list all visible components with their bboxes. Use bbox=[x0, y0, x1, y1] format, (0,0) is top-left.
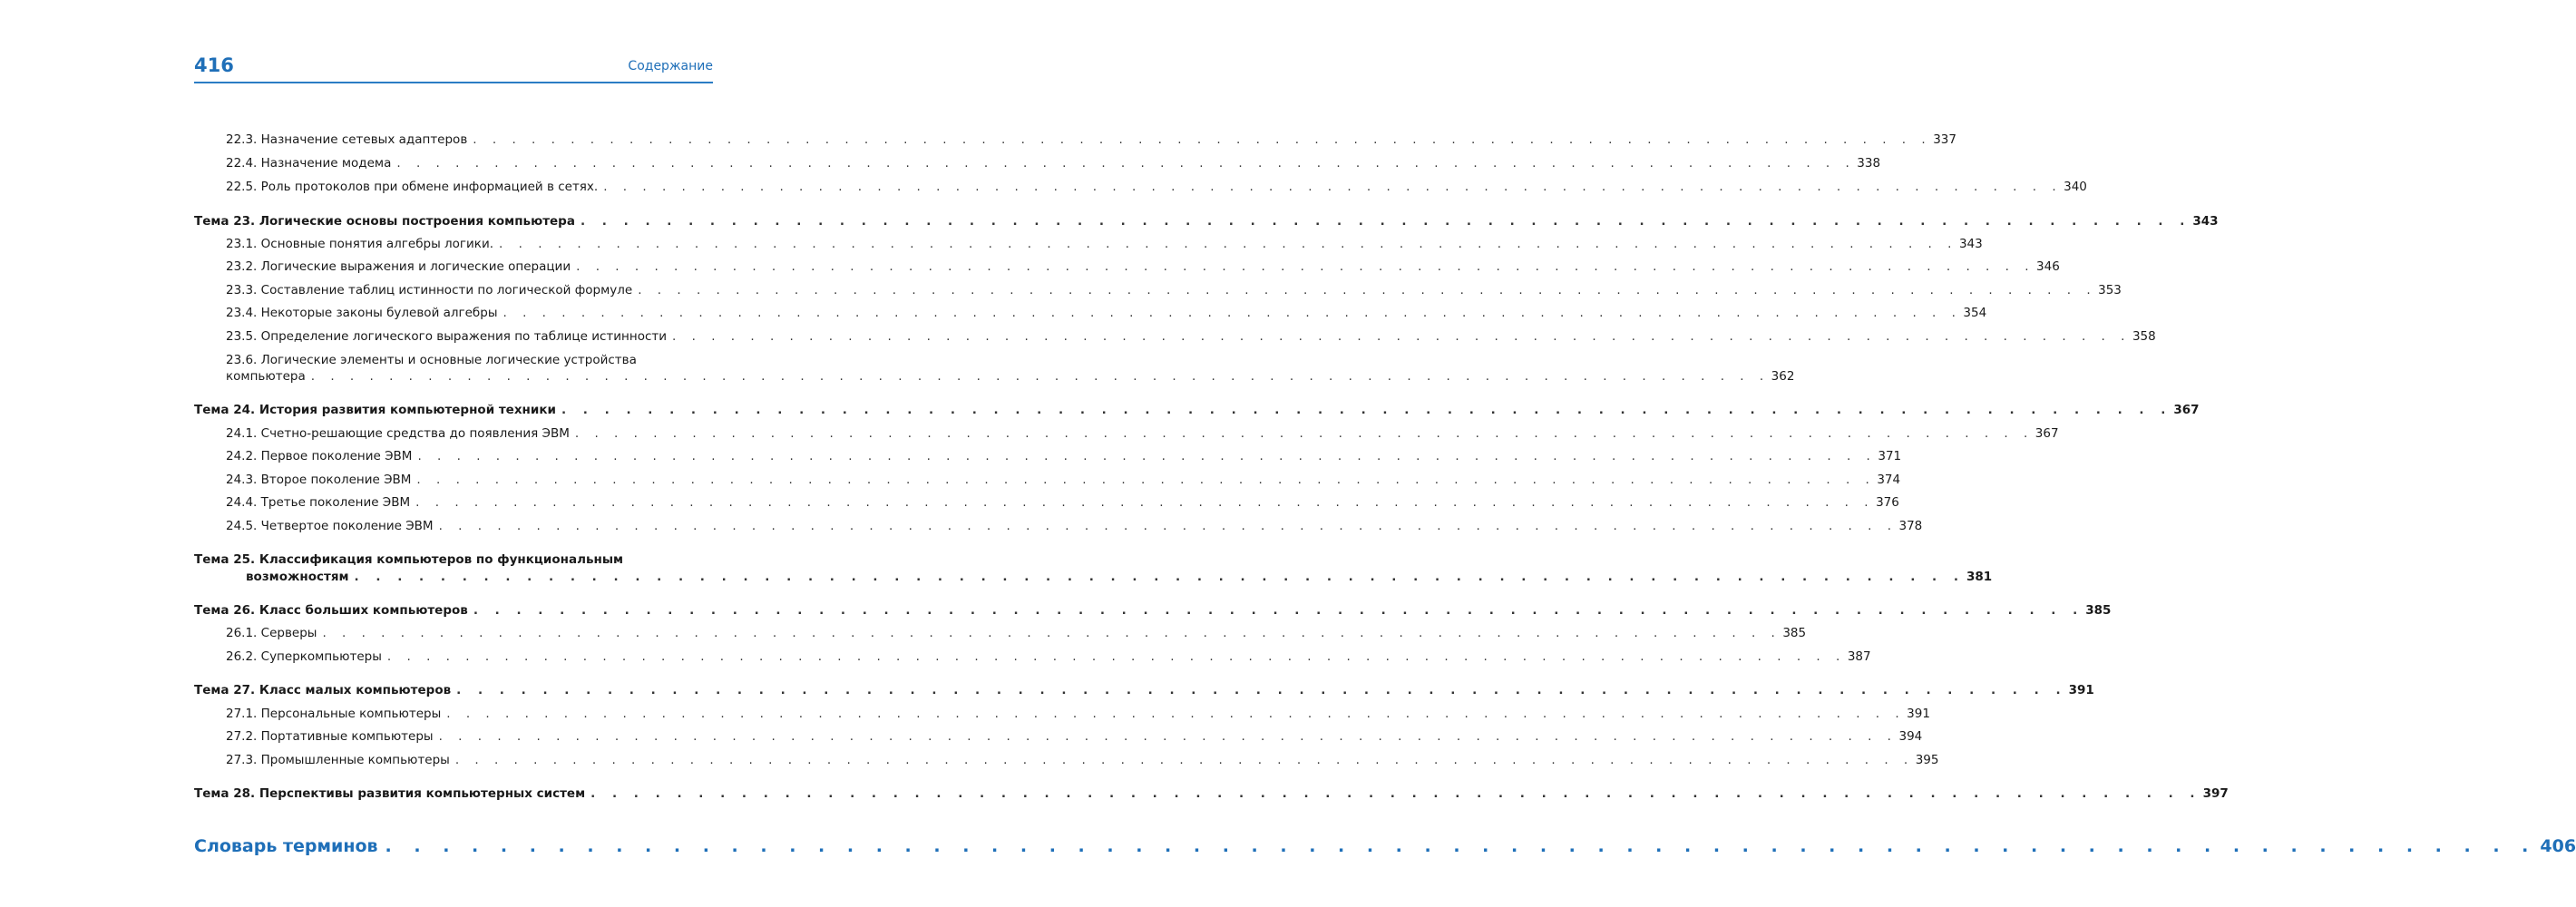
toc-topic-page-number: 343 bbox=[2192, 214, 2219, 229]
dot-leader: . . . . . . . . . . . . . . . . . . . . . . . . . . . . . . . . . . . . . . . . . . . . . . . . . . . . . . . . . . . . . . . . . . . . . . . . . . . bbox=[580, 214, 2191, 229]
toc-subsection[interactable] bbox=[226, 425, 2059, 442]
toc-subsection-page-number: 340 bbox=[2064, 180, 2087, 194]
toc-subsection-page-number: 337 bbox=[1933, 132, 1956, 147]
toc-subsection-label: 24.2. Первое поколение ЭВМ bbox=[226, 449, 413, 463]
toc-subsection[interactable] bbox=[226, 494, 1899, 511]
toc-subsection-page-number: 391 bbox=[1907, 707, 1930, 721]
toc-topic-page-number: 397 bbox=[2202, 786, 2229, 801]
toc-subsection[interactable] bbox=[226, 368, 1795, 385]
toc-subsection-page-number: 371 bbox=[1878, 449, 1902, 463]
toc-topic-label: Тема 24. История развития компьютерной техники bbox=[194, 403, 556, 417]
toc-subsection-page-number: 346 bbox=[2036, 259, 2060, 274]
toc-subsection-page-number: 387 bbox=[1847, 649, 1871, 664]
toc-topic-label: Тема 27. Класс малых компьютеров bbox=[194, 683, 452, 697]
dot-leader: . . . . . . . . . . . . . . . . . . . . . . . . . . . . . . . . . . . . . . . . . . . . . . . . . . . . . . . . . . . . . . . . . . . . . . . . . . . bbox=[310, 369, 1770, 384]
toc-subsection-label: 23.5. Определение логического выражения по таблице истинности bbox=[226, 329, 668, 344]
dot-leader: . . . . . . . . . . . . . . . . . . . . . . . . . . . . . . . . . . . . . . . . . . . . . . . . . . . . . . . . . . . . . . . . . . . . . . . . . . . bbox=[438, 519, 1898, 533]
toc-subsection-page-number: 358 bbox=[2132, 329, 2156, 344]
toc-subsection-page-number: 367 bbox=[2034, 426, 2059, 441]
dot-leader: . . . . . . . . . . . . . . . . . . . . . . . . . . . . . . . . . . . . . . . . . . . . . . . . . . . . . . . . . . . . . . . . . . . . . . . . . . . bbox=[672, 329, 2131, 344]
toc-subsection-label: 22.4. Назначение модема bbox=[226, 156, 392, 171]
toc-glossary[interactable] bbox=[194, 836, 2576, 856]
toc-subsection-page-number: 378 bbox=[1898, 519, 1923, 533]
toc-subsection[interactable] bbox=[226, 518, 1923, 534]
toc-topic[interactable] bbox=[194, 402, 2200, 418]
toc-subsection-page-number: 395 bbox=[1915, 753, 1939, 767]
toc-subsection[interactable] bbox=[226, 328, 2156, 345]
toc-topic[interactable] bbox=[194, 682, 2094, 698]
toc-subsection[interactable] bbox=[226, 258, 2060, 275]
dot-leader: . . . . . . . . . . . . . . . . . . . . . . . . . . . . . . . . . . . . . . . . . . . . . . . . . . . . . . . . . . . . . . . . . . . . . . . . . . . bbox=[561, 403, 2172, 417]
toc-subsection-label: 24.4. Третье поколение ЭВМ bbox=[226, 495, 411, 510]
toc-subsection-first-line[interactable]: 23.6. Логические элементы и основные логические устройства bbox=[226, 353, 637, 367]
toc-subsection-label: 23.1. Основные понятия алгебры логики. bbox=[226, 237, 494, 251]
toc-subsection[interactable] bbox=[226, 155, 1881, 171]
toc-subsection[interactable] bbox=[226, 132, 1956, 148]
page-header bbox=[194, 53, 713, 83]
dot-leader: . . . . . . . . . . . . . . . . . . . . . . . . . . . . . . . . . . . . . . . . . . . . . . . . . . . . . . . . . . . . . . . . . . . . . . . . . . . bbox=[456, 683, 2067, 697]
dot-leader: . . . . . . . . . . . . . . . . . . . . . . . . . . . . . . . . . . . . . . . . . . . . . . . . . . . . . . . . . . . . . . . . . . . . . . . . . . . bbox=[638, 283, 2097, 297]
toc-subsection[interactable] bbox=[226, 282, 2122, 298]
dot-leader: . . . . . . . . . . . . . . . . . . . . . . . . . . . . . . . . . . . . . . . . . . . . . . . . . . . . . . . . . . . . . . . . . . . . . . . . . . . bbox=[438, 729, 1898, 744]
toc-subsection-page-number: 353 bbox=[2098, 283, 2122, 297]
toc-subsection[interactable] bbox=[226, 625, 1807, 641]
dot-leader: . . . . . . . . . . . . . . . . . . . . . . . . . . . . . . . . . . . . . . . . . . . . . . . . . . . . . . . . . . . . . . . . . . . . . . . . . . . bbox=[354, 570, 1965, 584]
toc-subsection[interactable] bbox=[226, 649, 1871, 665]
toc-topic-page-number: 385 bbox=[2085, 603, 2112, 618]
toc-subsection-label: 24.5. Четвертое поколение ЭВМ bbox=[226, 519, 434, 533]
book-page bbox=[194, 53, 2576, 856]
dot-leader: . . . . . . . . . . . . . . . . . . . . . . . . . . . . . . . . . . . . . . . . . . . . . . . . . . . . . . . . . . . . . . . . . . . . . . . . . . . bbox=[473, 132, 1932, 147]
toc-topic-page-number: 367 bbox=[2173, 403, 2200, 417]
glossary-label: Словарь терминов bbox=[194, 836, 378, 856]
toc-subsection-label: 26.1. Серверы bbox=[226, 626, 317, 640]
dot-leader: . . . . . . . . . . . . . . . . . . . . . . . . . . . . . . . . . . . . . . . . . . . . . . . . . . . . . . . . . . . . . . . . . . . . . . . . . . . bbox=[446, 707, 1906, 721]
dot-leader: . . . . . . . . . . . . . . . . . . . . . . . . . . . . . . . . . . . . . . . . . . . . . . . . . . . . . . . . . . . . . . . . . . . . . . . . . . . bbox=[576, 259, 2035, 274]
toc-topic-page-number: 391 bbox=[2068, 683, 2094, 697]
dot-leader: . . . . . . . . . . . . . . . . . . . . . . . . . . . . . . . . . . . . . . . . . . . . . . . . . . . . . . . . . . . . . . . . . . . . . . . . . . . bbox=[603, 180, 2063, 194]
toc-subsection-label: 23.2. Логические выражения и логические операции bbox=[226, 259, 571, 274]
dot-leader: . . . . . . . . . . . . . . . . . . . . . . . . . . . . . . . . . . . . . . . . . . . . . . . . . . . . . . . . . . . . . . . . . . . . . . . . . . . bbox=[503, 306, 1962, 320]
toc-subsection[interactable] bbox=[226, 706, 1930, 722]
toc-topic-label: Тема 26. Класс больших компьютеров bbox=[194, 603, 468, 618]
toc-subsection-label: 27.1. Персональные компьютеры bbox=[226, 707, 442, 721]
toc-subsection-page-number: 374 bbox=[1877, 473, 1901, 487]
toc-topic[interactable] bbox=[194, 785, 2229, 802]
toc-topic-label: Тема 23. Логические основы построения компьютера bbox=[194, 214, 575, 229]
dot-leader: . . . . . . . . . . . . . . . . . . . . . . . . . . . . . . . . . . . . . . . . . . . . . . . . . . . . . . . . . . . . . . . . . . . . . . . . . . . bbox=[322, 626, 1781, 640]
page-number: 416 bbox=[194, 54, 234, 76]
toc-subsection-page-number: 338 bbox=[1857, 156, 1881, 171]
toc-subsection-page-number: 343 bbox=[1958, 237, 1983, 251]
toc-subsection[interactable] bbox=[226, 752, 1939, 768]
toc-subsection[interactable] bbox=[226, 179, 2087, 195]
toc-topic[interactable] bbox=[194, 602, 2112, 619]
toc-subsection-page-number: 354 bbox=[1963, 306, 1987, 320]
toc-subsection-label: 23.3. Составление таблиц истинности по логической формуле bbox=[226, 283, 633, 297]
toc-subsection[interactable] bbox=[226, 236, 1983, 252]
toc-subsection-label: 22.3. Назначение сетевых адаптеров bbox=[226, 132, 468, 147]
toc-subsection-label: 22.5. Роль протоколов при обмене информацией в сетях. bbox=[226, 180, 599, 194]
toc-subsection[interactable] bbox=[226, 472, 1901, 488]
toc-subsection-label: 24.1. Счетно-решающие средства до появления ЭВМ bbox=[226, 426, 570, 441]
toc-topic-label: Тема 28. Перспективы развития компьютерных систем bbox=[194, 786, 586, 801]
toc-topic-first-line[interactable]: Тема 25. Классификация компьютеров по функциональным bbox=[194, 552, 624, 567]
dot-leader: . . . . . . . . . . . . . . . . . . . . . . . . . . . . . . . . . . . . . . . . . . . . . . . . . . . . . . . . . . . . . . . . . . . . . . . . . . . bbox=[417, 449, 1877, 463]
dot-leader: . . . . . . . . . . . . . . . . . . . . . . . . . . . . . . . . . . . . . . . . . . . . . . . . . . . . . . . . . . . . . . . . . . . . . . . . . . . bbox=[416, 473, 1876, 487]
toc-topic-page-number: 381 bbox=[1966, 570, 1993, 584]
toc-subsection[interactable] bbox=[226, 305, 1987, 321]
dot-leader: . . . . . . . . . . . . . . . . . . . . . . . . . . . . . . . . . . . . . . . . . . . . . . . . . . . . . . . . . . . . . . . . . . . . . . . . . . . bbox=[415, 495, 1875, 510]
dot-leader: . . . . . . . . . . . . . . . . . . . . . . . . . . . . . . . . . . . . . . . . . . . . . . . . . . . . . . . . . . . . . . . . . . . . . . . . . . . bbox=[396, 156, 1856, 171]
toc-subsection[interactable] bbox=[226, 448, 1902, 464]
toc-topic[interactable] bbox=[194, 213, 2219, 229]
dot-leader: . . . . . . . . . . . . . . . . . . . . . . . . . . . . . . . . . . . . . . . . . . . . . . . . . . . . . . . . . . . . . . . . . . . . . . . . . . . bbox=[574, 426, 2034, 441]
toc-subsection[interactable] bbox=[226, 728, 1923, 745]
dot-leader: . . . . . . . . . . . . . . . . . . . . . . . . . . . . . . . . . . . . . . . . . . . . . . . . . . . . . . . . . . . . . . . . . . . . . . . . . . . bbox=[386, 649, 1846, 664]
dot-leader: . . . . . . . . . . . . . . . . . . . . . . . . . . . . . . . . . . . . . . . . . . . . . . . . . . . . . . . . . . . . . . . . . . . . . . . . . . . bbox=[385, 836, 2537, 856]
toc-subsection-label: компьютера bbox=[226, 369, 306, 384]
dot-leader: . . . . . . . . . . . . . . . . . . . . . . . . . . . . . . . . . . . . . . . . . . . . . . . . . . . . . . . . . . . . . . . . . . . . . . . . . . . bbox=[590, 786, 2201, 801]
dot-leader: . . . . . . . . . . . . . . . . . . . . . . . . . . . . . . . . . . . . . . . . . . . . . . . . . . . . . . . . . . . . . . . . . . . . . . . . . . . bbox=[499, 237, 1957, 251]
toc-topic-label: возможностям bbox=[246, 570, 349, 584]
toc-subsection-page-number: 394 bbox=[1898, 729, 1923, 744]
toc-subsection-page-number: 385 bbox=[1782, 626, 1807, 640]
dot-leader: . . . . . . . . . . . . . . . . . . . . . . . . . . . . . . . . . . . . . . . . . . . . . . . . . . . . . . . . . . . . . . . . . . . . . . . . . . . bbox=[473, 603, 2084, 618]
section-title: Содержание bbox=[628, 59, 713, 73]
toc-subsection-label: 24.3. Второе поколение ЭВМ bbox=[226, 473, 412, 487]
toc-subsection-page-number: 376 bbox=[1876, 495, 1899, 510]
toc-subsection-label: 27.3. Промышленные компьютеры bbox=[226, 753, 450, 767]
toc-subsection-page-number: 362 bbox=[1771, 369, 1795, 384]
toc-subsection-label: 23.4. Некоторые законы булевой алгебры bbox=[226, 306, 498, 320]
toc-subsection-label: 26.2. Суперкомпьютеры bbox=[226, 649, 382, 664]
dot-leader: . . . . . . . . . . . . . . . . . . . . . . . . . . . . . . . . . . . . . . . . . . . . . . . . . . . . . . . . . . . . . . . . . . . . . . . . . . . bbox=[454, 753, 1914, 767]
glossary-page-number: 406 bbox=[2540, 836, 2576, 856]
toc-subsection-label: 27.2. Портативные компьютеры bbox=[226, 729, 434, 744]
toc-topic[interactable] bbox=[246, 569, 1993, 585]
